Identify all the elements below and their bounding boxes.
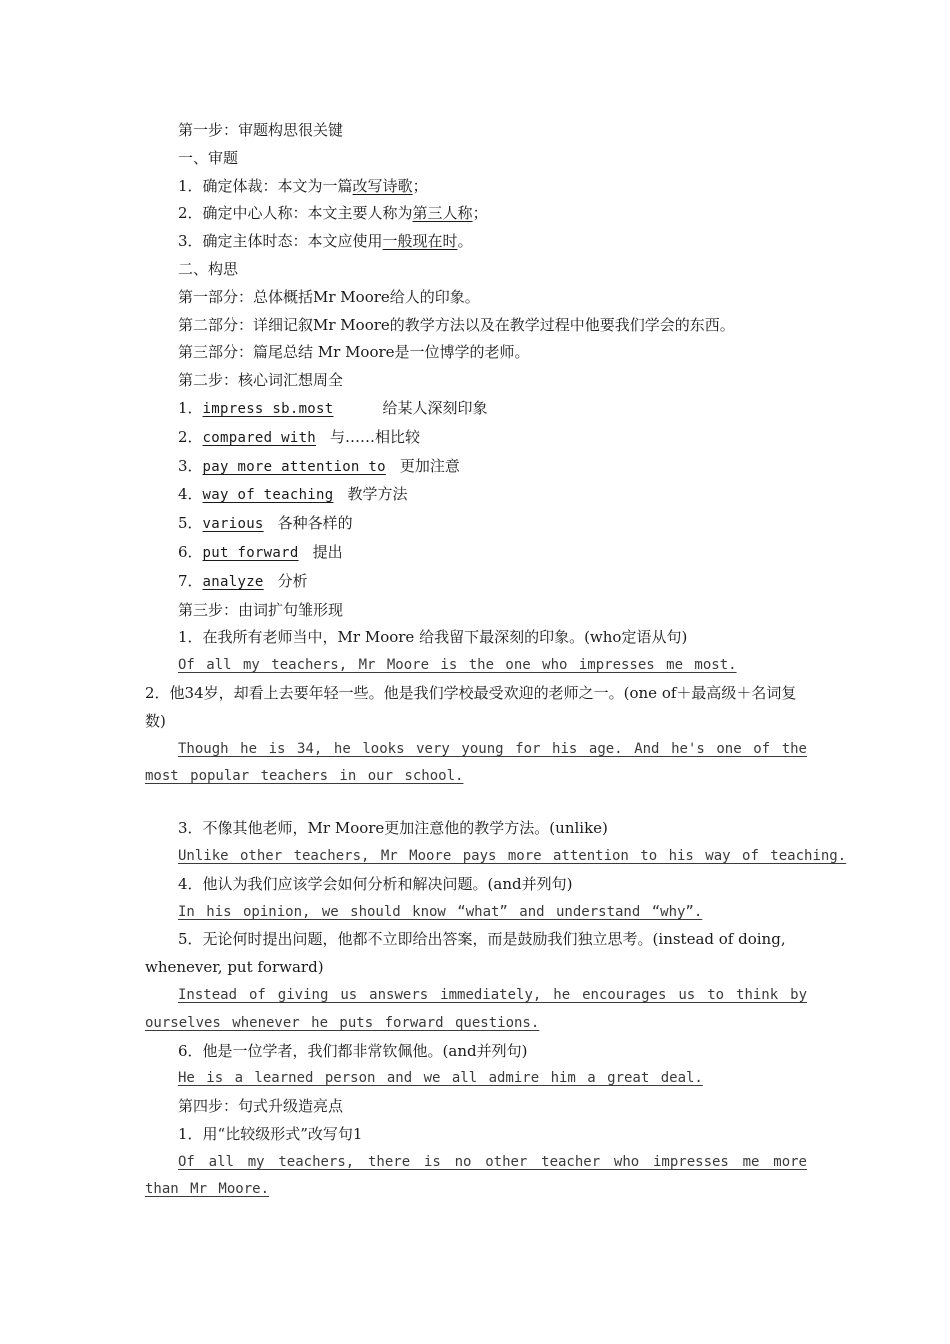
vocab-list bbox=[145, 395, 807, 597]
answer-blank: 改写诗歌 bbox=[352, 176, 413, 195]
answer-sentence: Though he is 34, he looks very young for his age. And he's one of the most popular teachers in our school. bbox=[145, 740, 807, 785]
vocab-meaning: 各种各样的 bbox=[277, 514, 353, 533]
vocab-term: analyze bbox=[202, 573, 264, 590]
vocab-term: put forward bbox=[202, 544, 299, 561]
vocab-meaning: 教学方法 bbox=[347, 485, 408, 504]
answer-sentence: Of all my teachers, Mr Moore is the one who impresses me most. bbox=[178, 657, 737, 674]
vocab-meaning: 给某人深刻印象 bbox=[382, 398, 488, 417]
answer-blank: 一般现在时 bbox=[382, 232, 458, 251]
vocab-meaning: 更加注意 bbox=[399, 456, 460, 475]
answer-sentence: He is a learned person and we all admire him a great deal. bbox=[178, 1070, 703, 1087]
outline-part: 第一部分：总体概括Mr Moore给人的印象。 bbox=[178, 287, 480, 306]
vocab-meaning: 提出 bbox=[312, 542, 343, 561]
prompt-sentence: 5．无论何时提出问题，他都不立即给出答案，而是鼓励我们独立思考。(instead of doing, whenever, put forward) bbox=[145, 930, 786, 977]
section-heading: 一、审题 bbox=[178, 148, 239, 167]
list-item: 3．确定主体时态：本文应使用一般现在时。 bbox=[178, 232, 473, 251]
list-item: 2．compared with 与……相比较 bbox=[178, 427, 421, 446]
step1-title: 第一步：审题构思很关键 bbox=[178, 121, 344, 139]
prompt-sentence: 1．用“比较级形式”改写句1 bbox=[178, 1124, 363, 1143]
vocab-term: compared with bbox=[202, 429, 317, 446]
vocab-term: pay more attention to bbox=[202, 458, 386, 475]
vocab-term: way of teaching bbox=[202, 487, 334, 504]
section-heading: 二、构思 bbox=[178, 259, 239, 278]
step2-title: 第二步：核心词汇想周全 bbox=[178, 371, 344, 390]
prompt-sentence: 2．他34岁，却看上去要年轻一些。他是我们学校最受欢迎的老师之一。(one of＋最高级＋名词复数) bbox=[145, 683, 797, 730]
prompt-sentence: 6．他是一位学者，我们都非常钦佩他。(and并列句) bbox=[178, 1041, 528, 1060]
list-item: 7．analyze 分析 bbox=[178, 571, 308, 590]
answer-blank: 第三人称 bbox=[412, 204, 473, 223]
answer-sentence: Unlike other teachers, Mr Moore pays more attention to his way of teaching. bbox=[178, 847, 847, 864]
vocab-meaning: 与……相比较 bbox=[330, 427, 421, 446]
vocab-meaning: 分析 bbox=[277, 571, 308, 590]
answer-sentence: Of all my teachers, there is no other teacher who impresses me more than Mr Moore. bbox=[145, 1153, 807, 1198]
list-item: 2．确定中心人称：本文主要人称为第三人称； bbox=[178, 204, 488, 223]
vocab-term: various bbox=[202, 516, 264, 533]
outline-part: 第三部分：篇尾总结 Mr Moore是一位博学的老师。 bbox=[178, 343, 530, 362]
answer-sentence: Instead of giving us answers immediately, he encourages us to think by ourselves whenever he puts forward questions. bbox=[145, 986, 807, 1031]
document-page bbox=[145, 117, 847, 1204]
list-item: 1．impress sb.most 给某人深刻印象 bbox=[178, 398, 488, 417]
list-item: 1．确定体裁：本文为一篇改写诗歌； bbox=[178, 176, 428, 195]
prompt-sentence: 3．不像其他老师，Mr Moore更加注意他的教学方法。(unlike) bbox=[178, 819, 608, 838]
list-item: 6．put forward 提出 bbox=[178, 542, 343, 561]
prompt-sentence: 4．他认为我们应该学会如何分析和解决问题。(and并列句) bbox=[178, 874, 573, 893]
list-item: 5．various 各种各样的 bbox=[178, 514, 353, 533]
step3-title: 第三步：由词扩句雏形现 bbox=[178, 600, 344, 619]
answer-sentence: In his opinion, we should know “what” and understand “why”. bbox=[178, 903, 703, 920]
list-item: 3．pay more attention to 更加注意 bbox=[178, 456, 460, 475]
list-item: 4．way of teaching 教学方法 bbox=[178, 485, 408, 504]
prompt-sentence: 1．在我所有老师当中，Mr Moore 给我留下最深刻的印象。(who定语从句) bbox=[178, 628, 688, 647]
vocab-term: impress sb.most bbox=[202, 400, 334, 417]
outline-part: 第二部分：详细记叙Mr Moore的教学方法以及在教学过程中他要我们学会的东西。 bbox=[178, 315, 735, 334]
step4-title: 第四步：句式升级造亮点 bbox=[178, 1097, 344, 1116]
